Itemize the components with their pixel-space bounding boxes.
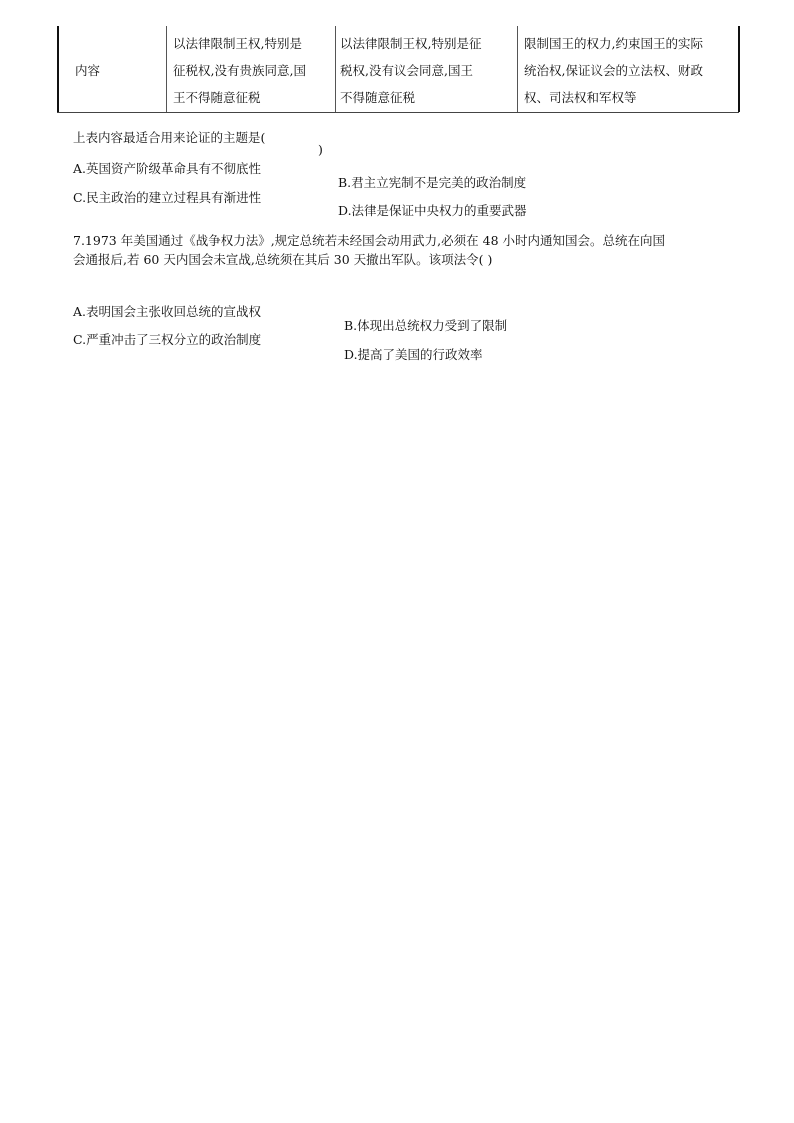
q7-option-a: A.表明国会主张收回总统的宣战权 — [73, 304, 262, 319]
cell-line: 征税权,没有贵族同意,国 — [173, 63, 306, 78]
q6-option-b: B.君主立宪制不是完美的政治制度 — [338, 175, 527, 190]
table-divider-1 — [166, 26, 167, 112]
table-divider-2 — [335, 26, 336, 112]
table-right-border — [738, 26, 740, 112]
history-comparison-table — [57, 26, 739, 113]
cell-line: 权、司法权和军权等 — [524, 90, 637, 105]
table-divider-3 — [517, 26, 518, 112]
table-cell-col3 — [524, 30, 703, 111]
q7-stem-line2: 会通报后,若 60 天内国会未宣战,总统须在其后 30 天撤出军队。该项法令( ) — [73, 252, 493, 267]
cell-line: 统治权,保证议会的立法权、财政 — [524, 63, 703, 78]
cell-line: 王不得随意征税 — [173, 90, 261, 105]
table-row-header: 内容 — [75, 63, 101, 78]
q6-paren-close: ) — [318, 142, 323, 157]
q6-option-a: A.英国资产阶级革命具有不彻底性 — [73, 161, 262, 176]
q7-option-d: D.提高了美国的行政效率 — [344, 347, 483, 362]
cell-line: 以法律限制王权,特别是征 — [340, 36, 482, 51]
table-cell-col2 — [340, 30, 481, 111]
q6-option-c: C.民主政治的建立过程具有渐进性 — [73, 190, 262, 205]
cell-line: 以法律限制王权,特别是 — [173, 36, 302, 51]
cell-line: 不得随意征税 — [340, 90, 416, 105]
table-cell-col1 — [173, 30, 306, 111]
table-left-border — [57, 26, 59, 112]
cell-line: 税权,没有议会同意,国王 — [340, 63, 473, 78]
q6-option-d: D.法律是保证中央权力的重要武器 — [338, 203, 527, 218]
q7-option-c: C.严重冲击了三权分立的政治制度 — [73, 332, 262, 347]
cell-line: 限制国王的权力,约束国王的实际 — [524, 36, 703, 51]
q7-option-b: B.体现出总统权力受到了限制 — [344, 318, 508, 333]
q7-stem-line1: 7.1973 年美国通过《战争权力法》,规定总统若未经国会动用武力,必须在 48 小时内通知国会。总统在向国 — [73, 233, 666, 248]
q6-stem: 上表内容最适合用来论证的主题是( — [73, 130, 266, 145]
